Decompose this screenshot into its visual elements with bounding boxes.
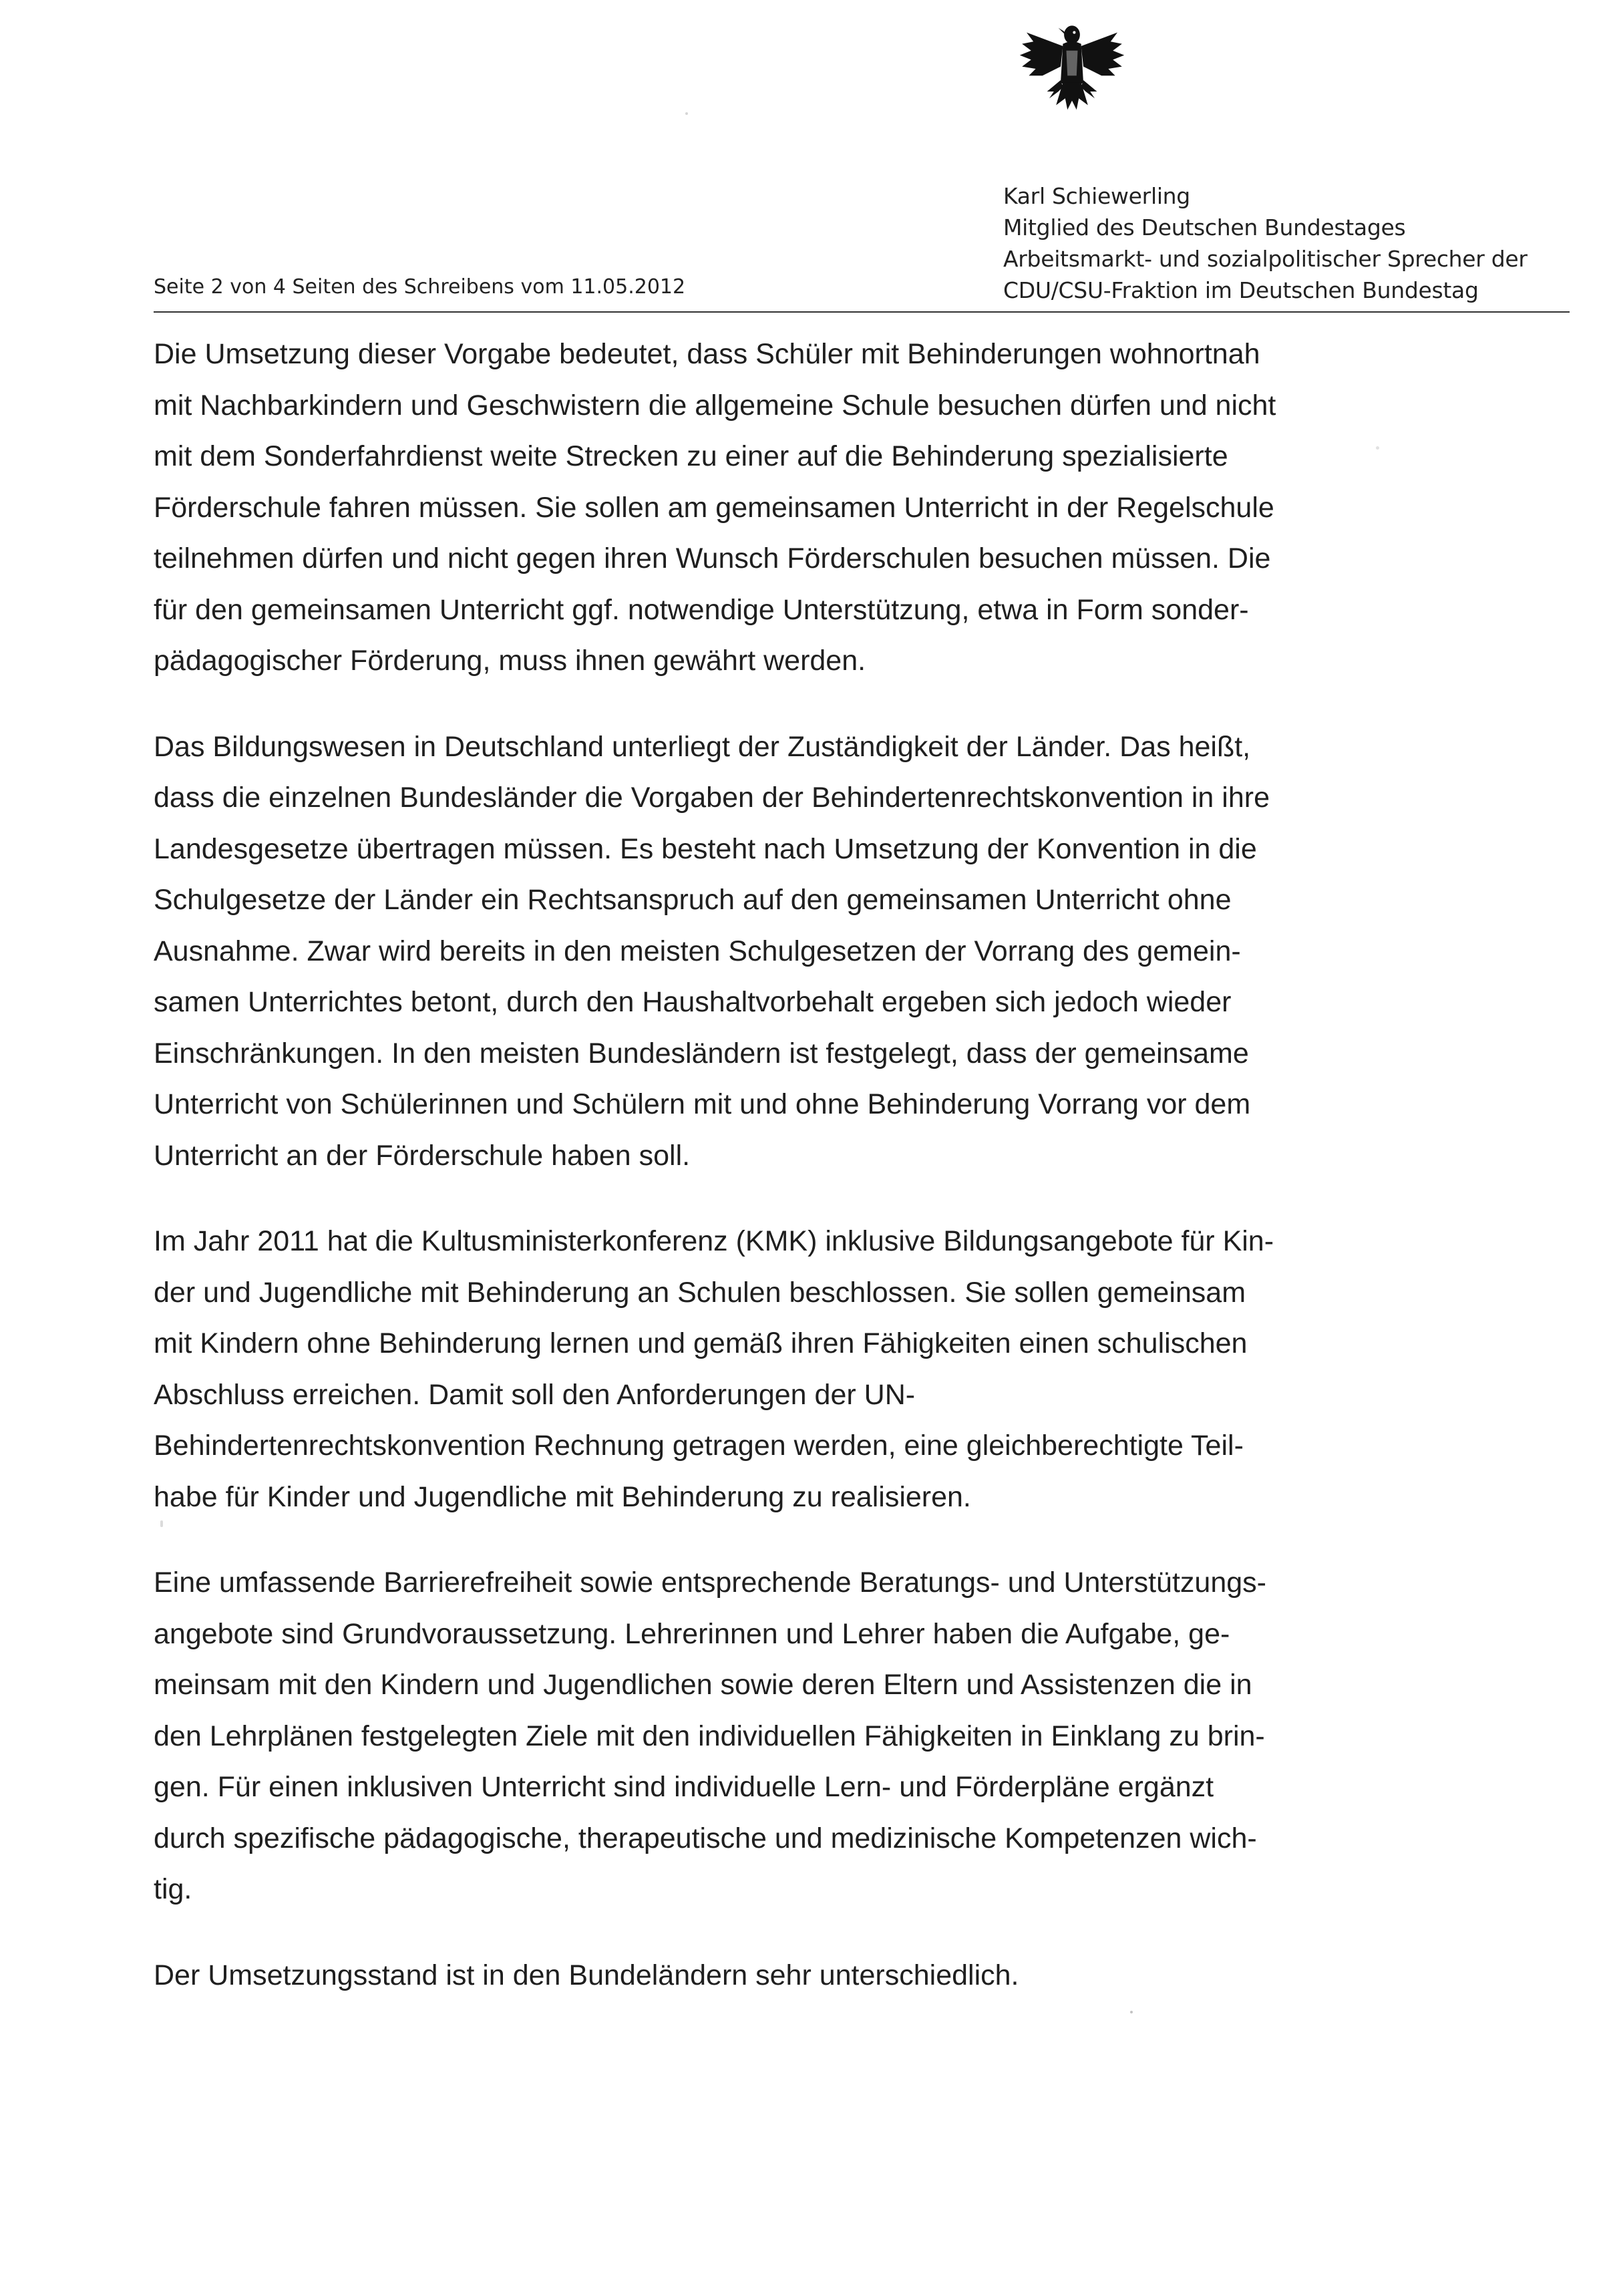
text-line: pädagogischer Förderung, muss ihnen gewährt werden. bbox=[154, 645, 866, 677]
text-line: mit dem Sonderfahrdienst weite Strecken zu einer auf die Behinderung spezialisierte bbox=[154, 440, 1228, 472]
text-line: Das Bildungswesen in Deutschland unterliegt der Zuständigkeit der Länder. Das heißt, bbox=[154, 730, 1251, 763]
text-line: mit Nachbarkindern und Geschwistern die allgemeine Schule besuchen dürfen und nicht bbox=[154, 389, 1276, 422]
sender-role: Arbeitsmarkt- und sozialpolitischer Sprecher der bbox=[1003, 246, 1528, 272]
paragraph bbox=[154, 1950, 1463, 2001]
text-line: Eine umfassende Barrierefreiheit sowie entsprechende Beratungs- und Unterstützungs- bbox=[154, 1567, 1266, 1599]
scan-speck bbox=[685, 112, 688, 115]
page-reference: Seite 2 von 4 Seiten des Schreibens vom 11.05.2012 bbox=[154, 275, 686, 299]
paragraph bbox=[154, 329, 1463, 687]
text-line: samen Unterrichtes betont, durch den Haushaltvorbehalt ergeben sich jedoch wieder bbox=[154, 986, 1232, 1018]
sender-faction: CDU/CSU-Fraktion im Deutschen Bundestag bbox=[1003, 277, 1479, 303]
text-line: Einschränkungen. In den meisten Bundesländern ist festgelegt, dass der gemeinsame bbox=[154, 1037, 1249, 1070]
text-line: tig. bbox=[154, 1873, 192, 1905]
text-line: Landesgesetze übertragen müssen. Es besteht nach Umsetzung der Konvention in die bbox=[154, 832, 1257, 865]
text-line: teilnehmen dürfen und nicht gegen ihren Wunsch Förderschulen besuchen müssen. Die bbox=[154, 542, 1271, 575]
text-line: gen. Für einen inklusiven Unterricht sind individuelle Lern- und Förderpläne ergänzt bbox=[154, 1771, 1214, 1803]
text-line: den Lehrplänen festgelegten Ziele mit den individuellen Fähigkeiten in Einklang zu brin- bbox=[154, 1719, 1265, 1752]
text-line: Schulgesetze der Länder ein Rechtsanspruch auf den gemeinsamen Unterricht ohne bbox=[154, 884, 1232, 916]
text-line: dass die einzelnen Bundesländer die Vorgaben der Behindertenrechtskonvention in ihre bbox=[154, 782, 1270, 814]
scan-speck bbox=[1130, 2011, 1133, 2013]
federal-eagle-icon bbox=[1015, 12, 1129, 126]
paragraph bbox=[154, 721, 1463, 1182]
text-line: meinsam mit den Kindern und Jugendlichen sowie deren Eltern und Assistenzen die in bbox=[154, 1669, 1252, 1701]
text-line: der und Jugendliche mit Behinderung an Schulen beschlossen. Sie sollen gemeinsam bbox=[154, 1276, 1246, 1309]
text-line: durch spezifische pädagogische, therapeutische und medizinische Kompetenzen wich- bbox=[154, 1822, 1257, 1854]
text-line: angebote sind Grundvoraussetzung. Lehrerinnen und Lehrer haben die Aufgabe, ge- bbox=[154, 1617, 1230, 1650]
text-line: Abschluss erreichen. Damit soll den Anforderungen der UN- bbox=[154, 1378, 916, 1411]
sender-title: Mitglied des Deutschen Bundestages bbox=[1003, 214, 1406, 240]
text-line: Förderschule fahren müssen. Sie sollen am gemeinsamen Unterricht in der Regelschule bbox=[154, 491, 1274, 524]
sender-name: Karl Schiewerling bbox=[1003, 183, 1190, 209]
text-line: Unterricht an der Förderschule haben soll. bbox=[154, 1139, 691, 1172]
text-line: habe für Kinder und Jugendliche mit Behinderung zu realisieren. bbox=[154, 1480, 971, 1513]
letter-body bbox=[154, 329, 1463, 2035]
sender-block bbox=[1003, 180, 1528, 306]
paragraph bbox=[154, 1216, 1463, 1522]
scan-speck bbox=[160, 1520, 163, 1527]
text-line: Unterricht von Schülerinnen und Schülern mit und ohne Behinderung Vorrang vor dem bbox=[154, 1088, 1251, 1120]
text-line: Die Umsetzung dieser Vorgabe bedeutet, dass Schüler mit Behinderungen wohnortnah bbox=[154, 338, 1260, 370]
text-line: Der Umsetzungsstand ist in den Bundeländern sehr unterschiedlich. bbox=[154, 1959, 1019, 1991]
text-line: für den gemeinsamen Unterricht ggf. notwendige Unterstützung, etwa in Form sonder- bbox=[154, 593, 1249, 626]
header-divider bbox=[154, 311, 1570, 313]
scan-speck bbox=[1376, 446, 1379, 450]
text-line: mit Kindern ohne Behinderung lernen und gemäß ihren Fähigkeiten einen schulischen bbox=[154, 1327, 1248, 1359]
paragraph bbox=[154, 1557, 1463, 1915]
text-line: Im Jahr 2011 hat die Kultusministerkonferenz (KMK) inklusive Bildungsangebote für Kin- bbox=[154, 1225, 1274, 1257]
text-line: Ausnahme. Zwar wird bereits in den meisten Schulgesetzen der Vorrang des gemein- bbox=[154, 935, 1241, 967]
text-line: Behindertenrechtskonvention Rechnung getragen werden, eine gleichberechtigte Teil- bbox=[154, 1430, 1244, 1462]
